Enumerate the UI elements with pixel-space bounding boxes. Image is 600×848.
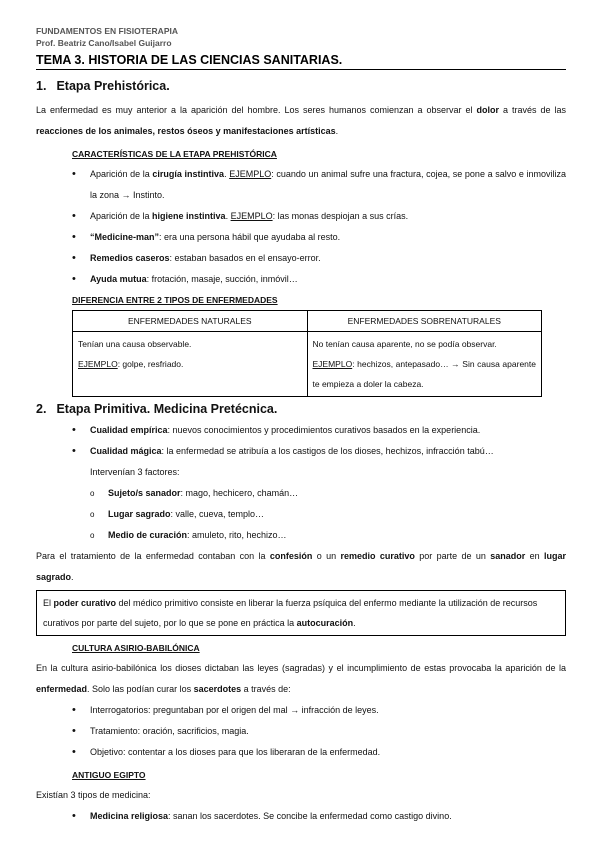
list-item: [72, 206, 566, 227]
section-1-intro: [36, 100, 566, 142]
item-text: : frotación, masaje, succión, inmóvil…: [146, 274, 298, 284]
intro-text: a través de las: [499, 105, 566, 115]
item-bold: Remedios caseros: [90, 253, 170, 263]
list-item: [72, 248, 566, 269]
table-row: [73, 332, 542, 397]
item-bold: Sujeto/s sanador: [108, 488, 181, 498]
section-1-number: 1.: [36, 79, 47, 93]
factors-intro: Intervenían 3 factores:: [90, 467, 180, 477]
item-text: Aparición de la: [90, 169, 153, 179]
assyrian-paragraph: [36, 658, 566, 700]
item-bold: Cualidad empírica: [90, 425, 168, 435]
item-text: : cuando un animal sufre una fractura, cojea, se pone a salvo e inmoviliza la zona → Instinto.: [90, 169, 566, 200]
table-cell-natural: [73, 332, 308, 397]
example-label: EJEMPLO: [229, 169, 272, 179]
item-bold: higiene instintiva: [152, 211, 226, 221]
box-bold: autocuración: [296, 618, 354, 628]
example-label: EJEMPLO: [312, 359, 353, 369]
list-item: [72, 420, 566, 441]
egypt-intro: Existían 3 tipos de medicina:: [36, 790, 151, 800]
topic-title: TEMA 3. HISTORIA DE LAS CIENCIAS SANITARIAS.: [36, 53, 566, 70]
para-bold: lugar sagrado: [36, 551, 566, 582]
para-text: en: [525, 551, 544, 561]
table-header-supernatural: ENFERMEDADES SOBRENATURALES: [307, 311, 542, 332]
para-text: En la cultura asirio-babilónica los dioses dictaban las leyes (sagradas) y el incumplimiento de estas provocaba la aparición de la: [36, 663, 566, 673]
list-item: [72, 441, 566, 462]
diseases-table: [72, 310, 542, 397]
professors: Prof. Beatriz Cano/Isabel Guijarro: [36, 38, 172, 48]
list-item: • Tratamiento: oración, sacrificios, magia.: [72, 721, 566, 742]
intro-bold: reacciones de los animales, restos óseos y manifestaciones artísticas: [36, 126, 336, 136]
item-text: .: [224, 169, 230, 179]
box-text: del médico primitivo consiste en liberar la fuerza psíquica del enfermo mediante la utilización de recursos curativos por parte del sujeto, por lo que se pone en práctica la: [43, 598, 538, 628]
item-text: : las monas despiojan a sus crías.: [272, 211, 409, 221]
box-bold: poder curativo: [53, 598, 117, 608]
cell-text: No tenían causa aparente, no se podía observar.: [312, 339, 497, 349]
section-2-title: Etapa Primitiva. Medicina Pretécnica.: [56, 402, 278, 416]
list-item: [72, 164, 566, 206]
item-bold: Cualidad mágica: [90, 446, 162, 456]
para-text: Para el tratamiento de la enfermedad contaban con la: [36, 551, 270, 561]
section-1-title: Etapa Prehistórica.: [56, 79, 170, 93]
para-text: o un: [312, 551, 341, 561]
list-item: [90, 483, 566, 504]
para-text: .: [71, 572, 74, 582]
para-bold: sacerdotes: [193, 684, 242, 694]
egypt-list: [36, 806, 566, 827]
example-label: EJEMPLO: [78, 359, 118, 369]
item-bold: Lugar sagrado: [108, 509, 171, 519]
item-bold: “Medicine-man”: [90, 232, 160, 242]
box-text: El: [43, 598, 54, 608]
intro-text: La enfermedad es muy anterior a la aparición del hombre. Los seres humanos comienzan a observar el: [36, 105, 477, 115]
item-text: : era una persona hábil que ayudaba al resto.: [159, 232, 341, 242]
intro-text: .: [335, 126, 339, 136]
item-text: : valle, cueva, templo…: [170, 509, 265, 519]
table-header-natural: ENFERMEDADES NATURALES: [73, 311, 308, 332]
treatment-paragraph: [36, 546, 566, 588]
assyrian-title: CULTURA ASIRIO-BABILÓNICA: [72, 643, 200, 653]
table-header-row: [73, 311, 542, 332]
para-bold: confesión: [269, 551, 313, 561]
item-text: : sanan los sacerdotes. Se concibe la enfermedad como castigo divino.: [168, 811, 452, 821]
para-text: a través de:: [241, 684, 291, 694]
difference-title: DIFERENCIA ENTRE 2 TIPOS DE ENFERMEDADES: [72, 295, 278, 305]
characteristics-list: [36, 164, 566, 290]
para-text: . Solo las podían curar los: [87, 684, 194, 694]
section-2-heading: [36, 402, 566, 417]
item-bold: Medicina religiosa: [90, 811, 169, 821]
list-item: • Objetivo: contentar a los dioses para que los liberaran de la enfermedad.: [72, 742, 566, 763]
qualities-list: [36, 420, 566, 462]
item-text: .: [225, 211, 231, 221]
para-text: por parte de un: [414, 551, 491, 561]
table-cell-supernatural: [307, 332, 542, 397]
list-item: [72, 269, 566, 290]
item-text: : nuevos conocimientos y procedimientos curativos basados en la experiencia.: [167, 425, 481, 435]
factors-list: [36, 483, 566, 546]
list-item: [72, 227, 566, 248]
item-text: : amuleto, rito, hechizo…: [187, 530, 287, 540]
para-bold: remedio curativo: [340, 551, 415, 561]
para-bold: sanador: [490, 551, 526, 561]
cell-text: : hechizos, antepasado… → Sin causa aparente te empieza a doler la cabeza.: [312, 359, 536, 389]
characteristics-title: CARACTERÍSTICAS DE LA ETAPA PREHISTÓRICA: [72, 149, 277, 159]
cell-example: [78, 354, 302, 374]
cell-text: : golpe, resfriado.: [117, 359, 184, 369]
para-bold: enfermedad: [36, 684, 88, 694]
item-text: : mago, hechicero, chamán…: [180, 488, 299, 498]
curative-power-box: [36, 590, 566, 636]
intro-bold: dolor: [476, 105, 500, 115]
item-bold: Ayuda mutua: [90, 274, 147, 284]
item-text: Aparición de la: [90, 211, 153, 221]
box-text: .: [353, 618, 356, 628]
section-2-number: 2.: [36, 402, 47, 416]
list-item: [90, 504, 566, 525]
list-item: [90, 525, 566, 546]
egypt-title: ANTIGUO EGIPTO: [72, 770, 146, 780]
cell-text: Tenían una causa observable.: [78, 339, 192, 349]
course-name: FUNDAMENTOS EN FISIOTERAPIA: [36, 26, 178, 36]
item-text: : estaban basados en el ensayo-error.: [169, 253, 321, 263]
example-label: EJEMPLO: [230, 211, 273, 221]
item-bold: Medio de curación: [108, 530, 188, 540]
item-text: : la enfermedad se atribuía a los castigos de los dioses, hechizos, infracción tabú…: [161, 446, 494, 456]
assyrian-list: [36, 700, 566, 763]
list-item: • Interrogatorios: preguntaban por el origen del mal → infracción de leyes.: [72, 700, 566, 721]
cell-example: [313, 354, 537, 394]
item-bold: cirugía instintiva: [152, 169, 225, 179]
section-1-heading: [36, 79, 566, 94]
list-item: [72, 806, 566, 827]
